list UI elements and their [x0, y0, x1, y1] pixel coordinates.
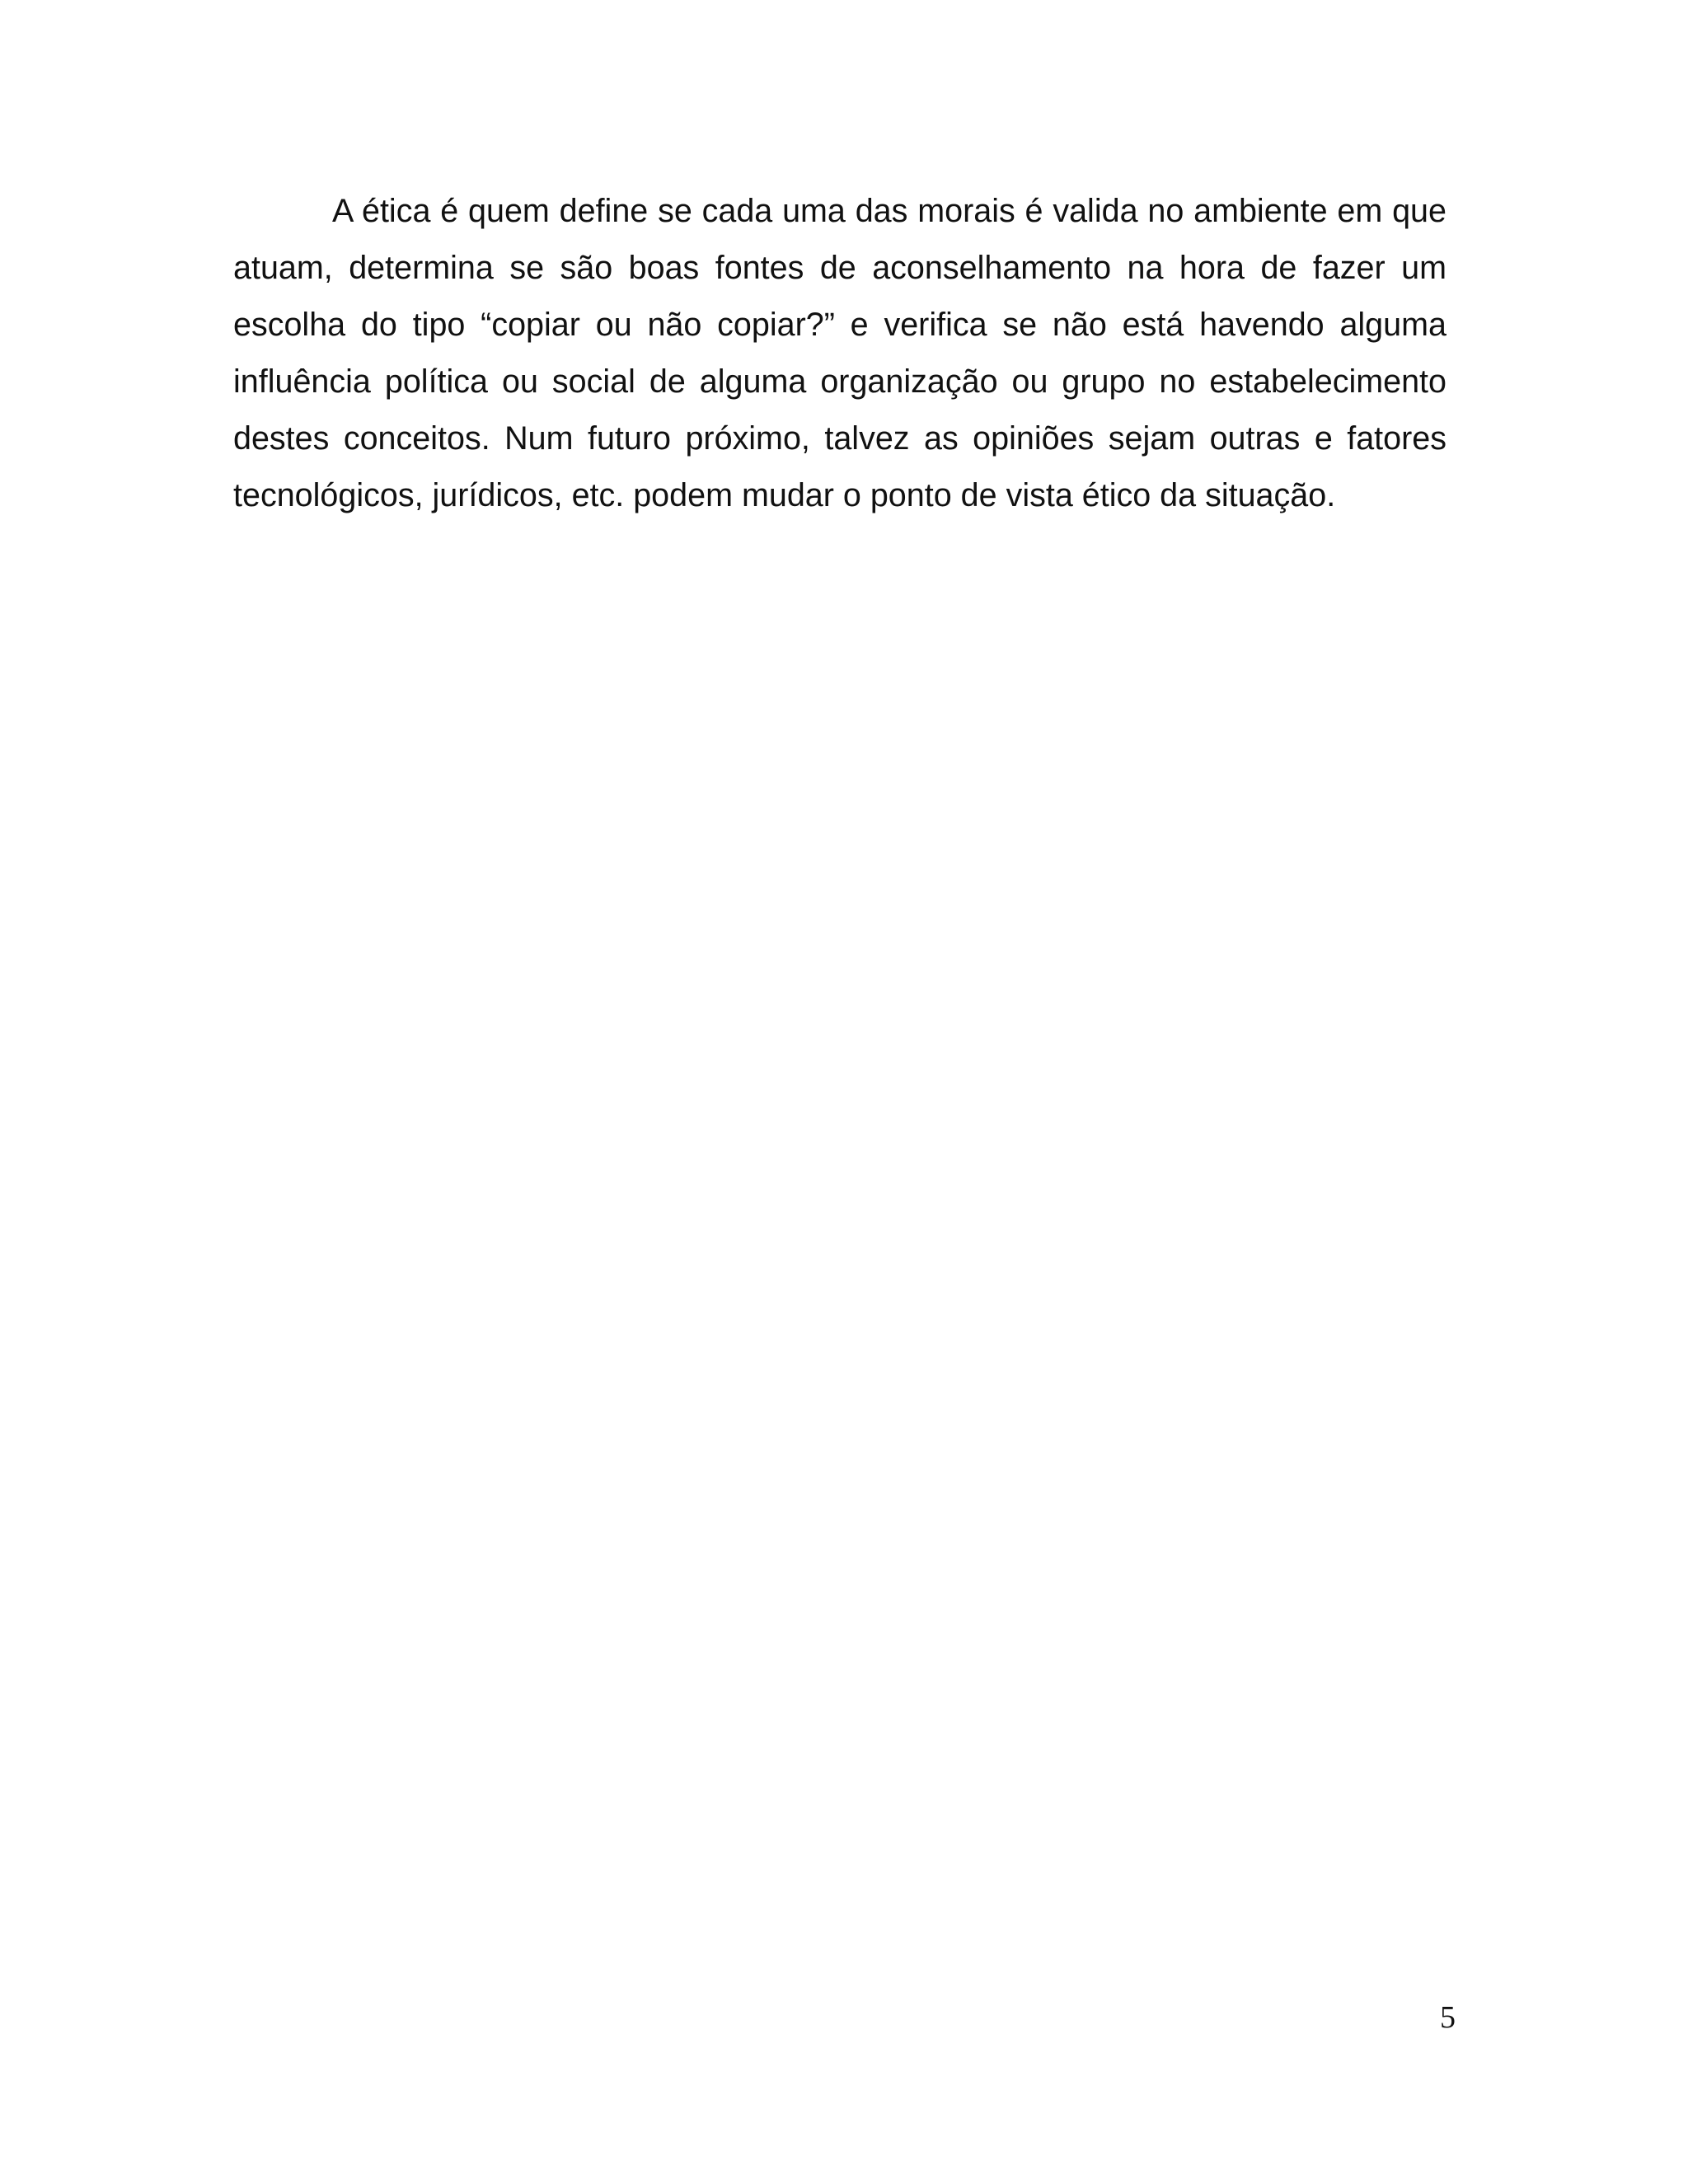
body-paragraph: A ética é quem define se cada uma das morais é valida no ambiente em que atuam, determina se são boas fontes de aconselhamento na hora de fazer um escolha do tipo “copiar ou não copiar?” e verifica se não está havendo alguma influência política ou social de alguma organização ou grupo no estabelecimento destes conceitos. Num futuro próximo, talvez as opiniões sejam outras e fatores tecnológicos, jurídicos, etc. podem mudar o ponto de vista ético da situação.	[233, 193, 1447, 513]
page-number: 5	[1440, 2000, 1456, 2035]
